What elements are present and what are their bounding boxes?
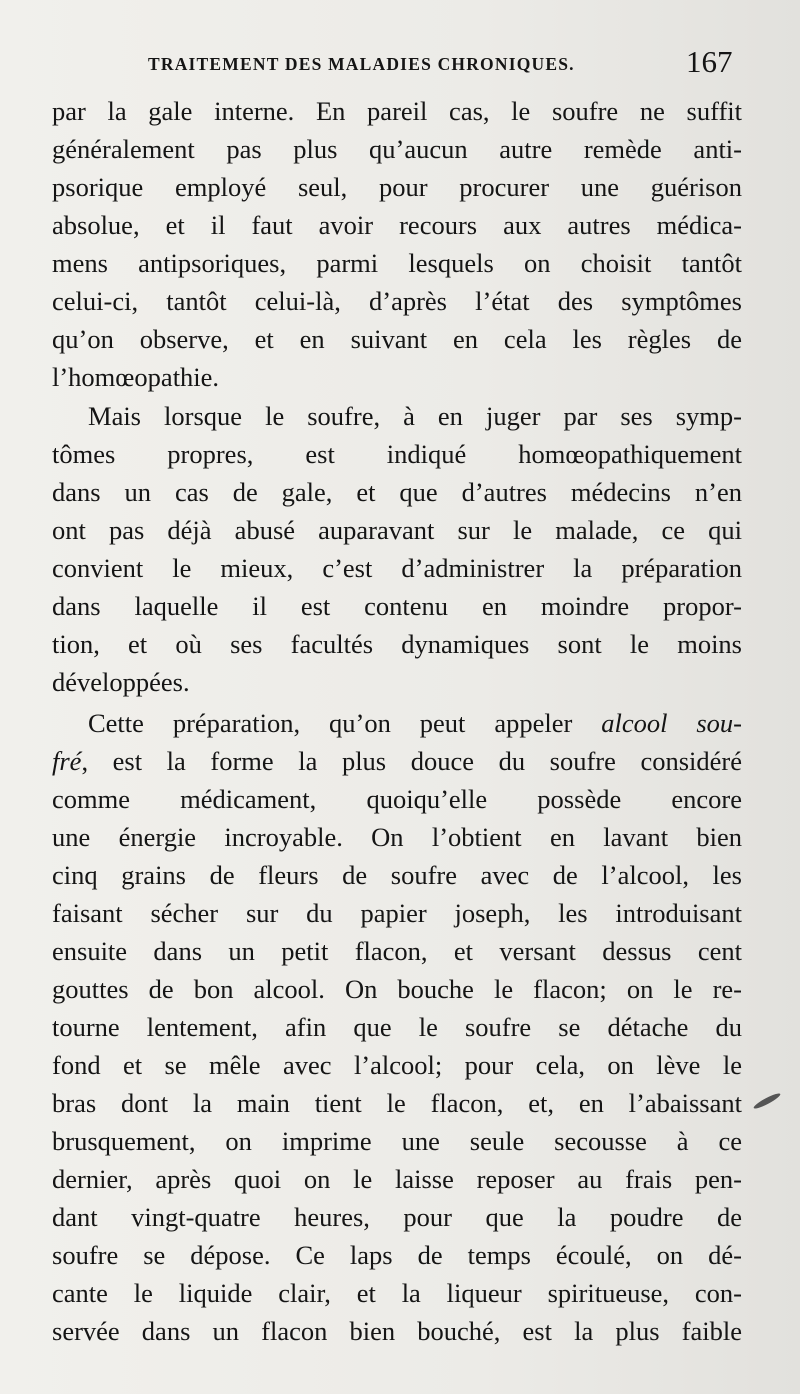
text-line: celui-ci, tantôt celui-là, d’après l’état des symptômes <box>52 286 742 316</box>
text-line: comme médicament, quoiqu’elle possède encore <box>52 784 742 814</box>
text-line: dant vingt-quatre heures, pour que la poudre de <box>52 1202 742 1232</box>
text-line: développées. <box>52 667 190 697</box>
text-line <box>52 741 742 781</box>
text-line: convient le mieux, c’est d’administrer la préparation <box>52 553 742 583</box>
page-number: 167 <box>686 44 733 79</box>
text-line: dernier, après quoi on le laisse reposer au frais pen- <box>52 1164 742 1194</box>
running-title: TRAITEMENT DES MALADIES CHRONIQUES. <box>148 54 575 74</box>
text-line: faisant sécher sur du papier joseph, les introduisant <box>52 898 742 928</box>
text-line: qu’on observe, et en suivant en cela les règles de <box>52 324 742 354</box>
text-line: cante le liquide clair, et la liqueur spiritueuse, con- <box>52 1278 742 1308</box>
text-line: ont pas déjà abusé auparavant sur le malade, ce qui <box>52 515 742 545</box>
text-line: brusquement, on imprime une seule secousse à ce <box>52 1126 742 1156</box>
text-line: tourne lentement, afin que le soufre se détache du <box>52 1012 742 1042</box>
text-line: une énergie incroyable. On l’obtient en lavant bien <box>52 822 742 852</box>
text-line: par la gale interne. En pareil cas, le soufre ne suffit <box>52 96 742 126</box>
text-segment: Cette préparation, qu’on peut appeler <box>88 708 602 738</box>
italic-term: fré <box>52 746 82 776</box>
text-line: Mais lorsque le soufre, à en juger par ses symp- <box>88 401 742 431</box>
text-line: généralement pas plus qu’aucun autre remède anti- <box>52 134 742 164</box>
text-line: soufre se dépose. Ce laps de temps écoulé, on dé- <box>52 1240 742 1270</box>
text-line: gouttes de bon alcool. On bouche le flacon; on le re- <box>52 974 742 1004</box>
text-line: bras dont la main tient le flacon, et, en l’abaissant <box>52 1088 742 1118</box>
text-line: cinq grains de fleurs de soufre avec de l’alcool, les <box>52 860 742 890</box>
italic-term: alcool sou- <box>601 708 742 738</box>
text-line: tion, et où ses facultés dynamiques sont le moins <box>52 629 742 659</box>
text-line: ensuite dans un petit flacon, et versant dessus cent <box>52 936 742 966</box>
text-line: dans un cas de gale, et que d’autres médecins n’en <box>52 477 742 507</box>
text-line <box>88 703 742 743</box>
text-segment: , est la forme la plus douce du soufre considéré <box>81 746 742 776</box>
text-line: l’homœopathie. <box>52 362 220 392</box>
text-line: dans laquelle il est contenu en moindre propor- <box>52 591 742 621</box>
text-line: absolue, et il faut avoir recours aux autres médica- <box>52 210 742 240</box>
text-line: psorique employé seul, pour procurer une guérison <box>52 172 742 202</box>
text-line: servée dans un flacon bien bouché, est la plus faible <box>52 1316 742 1346</box>
text-line: fond et se mêle avec l’alcool; pour cela, on lève le <box>52 1050 742 1080</box>
text-line: mens antipsoriques, parmi lesquels on choisit tantôt <box>52 248 742 278</box>
text-line: tômes propres, est indiqué homœopathiquement <box>52 439 742 469</box>
